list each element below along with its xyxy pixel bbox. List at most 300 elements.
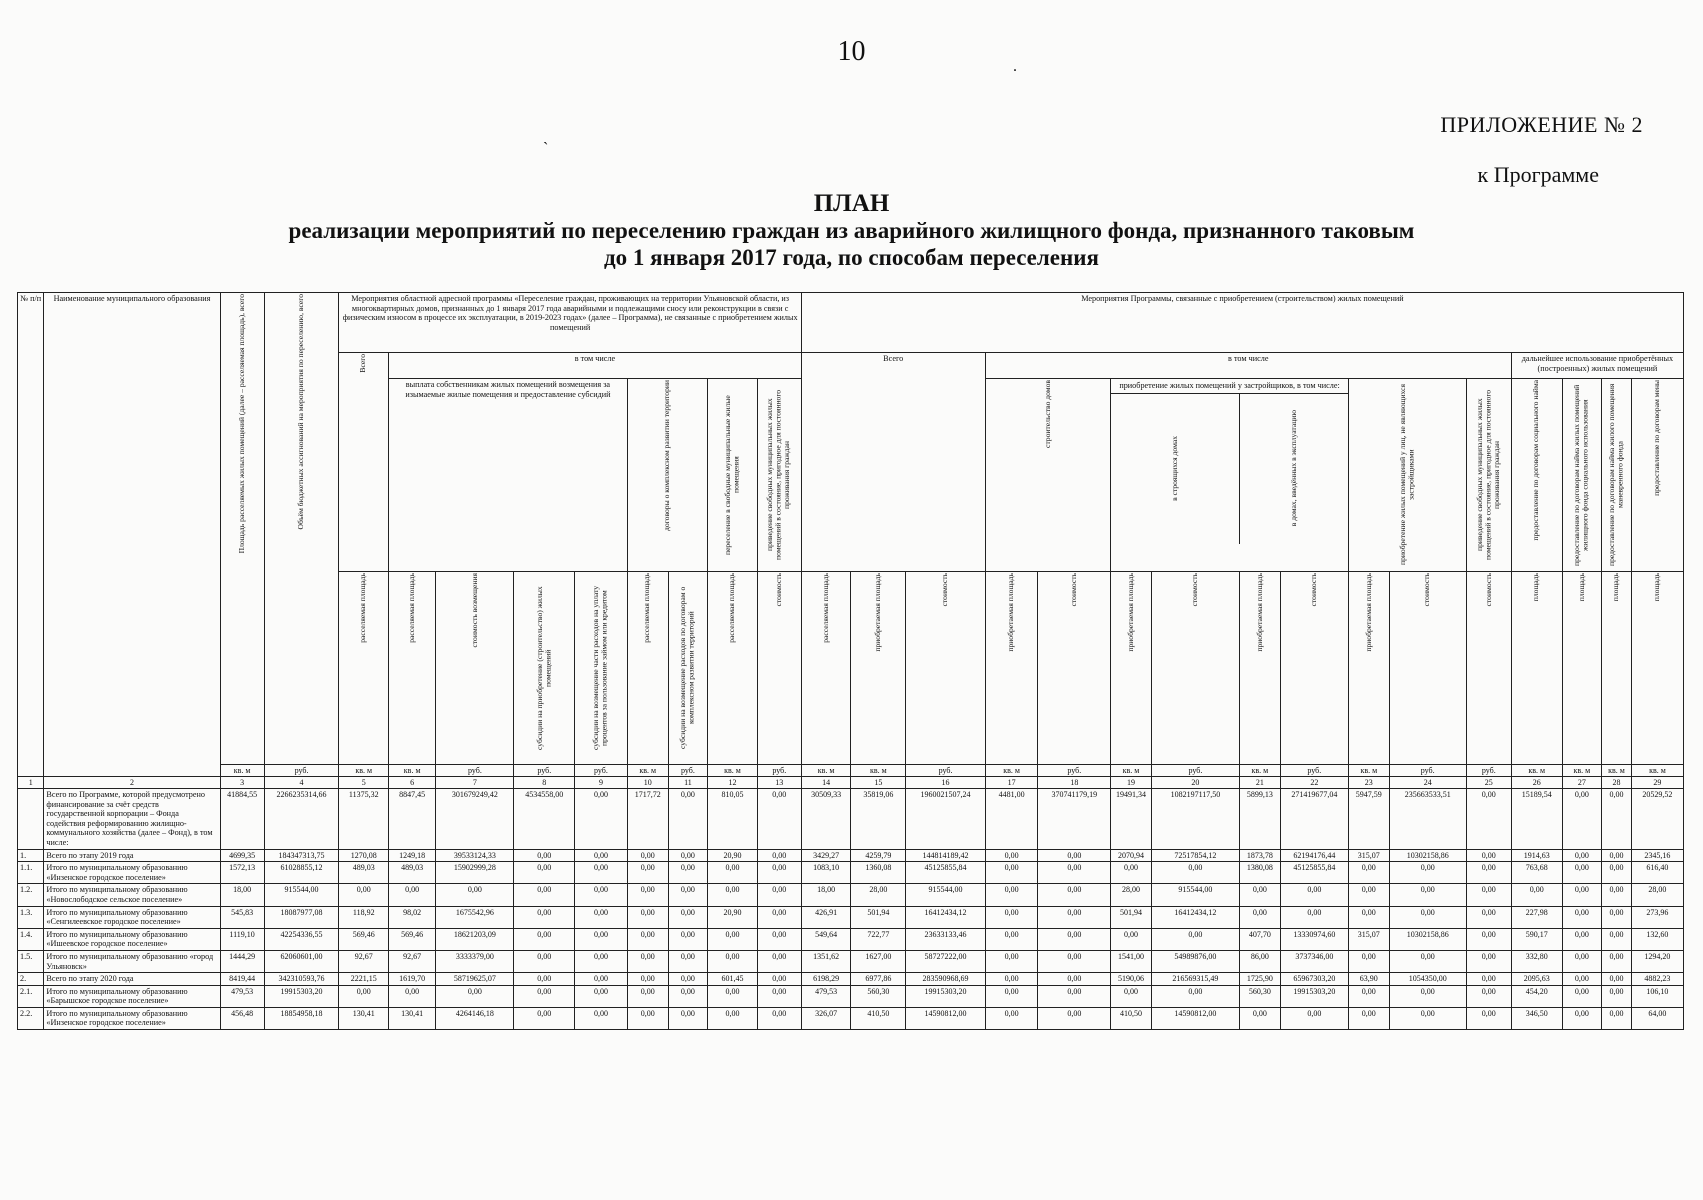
row-value: 1619,70 xyxy=(389,973,436,986)
row-value: 0,00 xyxy=(575,906,628,928)
column-number-cell: 18 xyxy=(1038,777,1111,789)
row-value: 407,70 xyxy=(1239,928,1280,950)
plan-table xyxy=(17,292,1684,1030)
column-number-cell: 1 xyxy=(18,777,44,789)
row-value: 0,00 xyxy=(389,985,436,1007)
row-value: 0,00 xyxy=(1602,928,1632,950)
row-value: 1351,62 xyxy=(801,950,851,972)
row-value: 0,00 xyxy=(1348,1007,1389,1029)
row-index: 1.5. xyxy=(18,950,44,972)
row-value: 0,00 xyxy=(708,1007,758,1029)
b-bring-header: приведение свободных муниципальных жилых помещений в состояние, пригодное для постоянного проживания граждан xyxy=(1474,389,1502,561)
row-value: 2345,16 xyxy=(1631,849,1683,862)
row-value: 0,00 xyxy=(1466,906,1511,928)
row-value: 4882,23 xyxy=(1631,973,1683,986)
unit-cell: кв. м xyxy=(1239,765,1280,777)
row-value: 4534558,00 xyxy=(514,789,575,850)
row-value: 2266235314,66 xyxy=(264,789,339,850)
row-value: 4699,35 xyxy=(220,849,264,862)
row-value: 0,00 xyxy=(1602,1007,1632,1029)
row-value: 0,00 xyxy=(708,884,758,906)
row-value: 763,68 xyxy=(1511,862,1562,884)
row-value: 98,02 xyxy=(389,906,436,928)
b-build-header: строительство домов xyxy=(1042,380,1052,449)
table-row xyxy=(18,973,1684,986)
row-value: 0,00 xyxy=(757,973,801,986)
row-value: 0,00 xyxy=(1562,884,1602,906)
column-number-cell: 8 xyxy=(514,777,575,789)
a-bring-header: приведение свободных муниципальных жилых помещений в состояние, пригодное для постоянного проживания граждан xyxy=(765,389,792,561)
column-number-cell: 17 xyxy=(985,777,1038,789)
row-value: 72517854,12 xyxy=(1151,849,1239,862)
row-value: 0,00 xyxy=(627,928,668,950)
row-value: 0,00 xyxy=(1389,862,1466,884)
row-name: Итого по муниципальному образованию «Инзенское городское поселение» xyxy=(44,862,220,884)
row-value: 61028855,12 xyxy=(264,862,339,884)
row-value: 0,00 xyxy=(708,928,758,950)
row-value: 0,00 xyxy=(514,849,575,862)
row-value: 18,00 xyxy=(220,884,264,906)
row-value: 501,94 xyxy=(1111,906,1152,928)
row-value: 0,00 xyxy=(436,985,514,1007)
b-non-dev-header: приобретение жилых помещений у лиц, не являющихся застройщиками xyxy=(1397,384,1416,566)
row-value: 18,00 xyxy=(801,884,851,906)
row-value: 0,00 xyxy=(1348,884,1389,906)
row-value: 0,00 xyxy=(575,973,628,986)
row-value: 92,67 xyxy=(389,950,436,972)
row-value: 0,00 xyxy=(985,973,1038,986)
row-value: 15189,54 xyxy=(1511,789,1562,850)
row-value: 92,67 xyxy=(339,950,389,972)
row-value: 15902999,28 xyxy=(436,862,514,884)
unit-cell: кв. м xyxy=(851,765,906,777)
row-value: 273,96 xyxy=(1631,906,1683,928)
row-value: 2221,15 xyxy=(339,973,389,986)
row-value: 0,00 xyxy=(757,884,801,906)
row-value: 11375,32 xyxy=(339,789,389,850)
row-value: 0,00 xyxy=(1466,1007,1511,1029)
col-num-header: № п/п xyxy=(18,293,44,777)
sub-c6: расселяемая площадь xyxy=(406,573,416,643)
b-social-header: предоставление по договорам социального найма xyxy=(1531,380,1541,541)
table-row xyxy=(18,862,1684,884)
unit-cell: руб. xyxy=(575,765,628,777)
row-name: Итого по муниципальному образованию «Ишеевское городское поселение» xyxy=(44,928,220,950)
row-value: 54989876,00 xyxy=(1151,950,1239,972)
row-value: 0,00 xyxy=(1348,906,1389,928)
row-value: 28,00 xyxy=(851,884,906,906)
row-value: 0,00 xyxy=(668,1007,708,1029)
column-number-cell: 11 xyxy=(668,777,708,789)
row-value: 0,00 xyxy=(1038,849,1111,862)
row-value: 0,00 xyxy=(985,1007,1038,1029)
row-value: 0,00 xyxy=(514,906,575,928)
row-value: 0,00 xyxy=(1602,884,1632,906)
row-value: 0,00 xyxy=(1239,884,1280,906)
document-title-block xyxy=(0,190,1703,271)
row-value: 0,00 xyxy=(339,985,389,1007)
row-name: Итого по муниципальному образованию «Инзенское городское поселение» xyxy=(44,1007,220,1029)
row-value: 18087977,08 xyxy=(264,906,339,928)
sub-c19: приобретаемая площадь xyxy=(1125,573,1135,652)
row-value: 1270,08 xyxy=(339,849,389,862)
row-value: 1119,10 xyxy=(220,928,264,950)
row-value: 915544,00 xyxy=(1151,884,1239,906)
row-value: 0,00 xyxy=(1389,1007,1466,1029)
row-value: 0,00 xyxy=(985,862,1038,884)
b-maneuver-header: предоставление по договорам найма жилых помещений жилищного фонда социального использования xyxy=(1572,384,1590,566)
row-value: 0,00 xyxy=(514,928,575,950)
row-value: 5899,13 xyxy=(1239,789,1280,850)
row-value: 6977,86 xyxy=(851,973,906,986)
row-value: 28,00 xyxy=(1631,884,1683,906)
group-b-further-header: дальнейшее использование приобретённых (построенных) жилых помещений xyxy=(1511,353,1683,379)
row-value: 0,00 xyxy=(1389,950,1466,972)
row-value: 0,00 xyxy=(575,950,628,972)
row-value: 0,00 xyxy=(627,985,668,1007)
b-exchange-header: предоставление по договорам мены xyxy=(1652,380,1662,496)
row-value: 0,00 xyxy=(1602,973,1632,986)
row-value: 20,90 xyxy=(708,906,758,928)
row-value: 23633133,46 xyxy=(906,928,985,950)
row-value: 0,00 xyxy=(1466,985,1511,1007)
row-value: 549,64 xyxy=(801,928,851,950)
column-number-cell: 21 xyxy=(1239,777,1280,789)
sub-c10: расселяемая площадь xyxy=(642,573,652,643)
row-value: 315,07 xyxy=(1348,849,1389,862)
row-value: 0,00 xyxy=(575,1007,628,1029)
row-value: 0,00 xyxy=(627,973,668,986)
row-value: 2070,94 xyxy=(1111,849,1152,862)
row-value: 14590812,00 xyxy=(1151,1007,1239,1029)
row-value: 479,53 xyxy=(220,985,264,1007)
sub-c29: площадь xyxy=(1652,573,1662,602)
row-value: 0,00 xyxy=(1038,928,1111,950)
column-number-cell: 29 xyxy=(1631,777,1683,789)
row-value: 0,00 xyxy=(575,849,628,862)
row-value: 62060601,00 xyxy=(264,950,339,972)
row-value: 0,00 xyxy=(1239,906,1280,928)
table-row xyxy=(18,906,1684,928)
unit-cell: руб. xyxy=(436,765,514,777)
unit-cell: руб. xyxy=(1280,765,1348,777)
column-number-cell: 28 xyxy=(1602,777,1632,789)
row-value: 0,00 xyxy=(1466,884,1511,906)
column-number-cell: 16 xyxy=(906,777,985,789)
column-number-cell: 23 xyxy=(1348,777,1389,789)
table-row xyxy=(18,985,1684,1007)
row-value: 58727222,00 xyxy=(906,950,985,972)
unit-cell: руб. xyxy=(514,765,575,777)
row-value: 1572,13 xyxy=(220,862,264,884)
row-value: 346,50 xyxy=(1511,1007,1562,1029)
sub-c24: стоимость xyxy=(1422,573,1432,607)
row-value: 28,00 xyxy=(1111,884,1152,906)
row-value: 0,00 xyxy=(1511,884,1562,906)
row-value: 30509,33 xyxy=(801,789,851,850)
row-value: 0,00 xyxy=(985,884,1038,906)
sub-c12: расселяемая площадь xyxy=(727,573,737,643)
row-value: 14590812,00 xyxy=(906,1007,985,1029)
row-value: 590,17 xyxy=(1511,928,1562,950)
row-value: 332,80 xyxy=(1511,950,1562,972)
col-area-total-header: Площадь расселяемых жилых помещений (далее – расселяемая площадь), всего xyxy=(236,294,246,554)
unit-cell: кв. м xyxy=(339,765,389,777)
row-value: 0,00 xyxy=(575,884,628,906)
column-number-cell: 27 xyxy=(1562,777,1602,789)
row-value: 0,00 xyxy=(1111,862,1152,884)
row-value: 1627,00 xyxy=(851,950,906,972)
row-value: 0,00 xyxy=(1280,906,1348,928)
a-contracts-header: договоры о комплексном развитии территории xyxy=(662,380,672,531)
row-value: 1444,29 xyxy=(220,950,264,972)
row-value: 0,00 xyxy=(668,973,708,986)
group-b-header: Мероприятия Программы, связанные с приобретением (строительством) жилых помещений xyxy=(801,293,1683,353)
row-value: 0,00 xyxy=(1389,985,1466,1007)
row-index xyxy=(18,789,44,850)
row-value: 0,00 xyxy=(1111,985,1152,1007)
row-value: 0,00 xyxy=(514,985,575,1007)
row-value: 0,00 xyxy=(985,906,1038,928)
row-value: 0,00 xyxy=(1280,1007,1348,1029)
row-value: 118,92 xyxy=(339,906,389,928)
column-numbers-row xyxy=(18,777,1684,789)
sub-c18: стоимость xyxy=(1069,573,1079,607)
row-value: 0,00 xyxy=(436,884,514,906)
row-index: 2. xyxy=(18,973,44,986)
row-value: 0,00 xyxy=(1151,862,1239,884)
row-index: 1.1. xyxy=(18,862,44,884)
row-value: 18854958,18 xyxy=(264,1007,339,1029)
row-name: Итого по муниципальному образованию «Барышское городское поселение» xyxy=(44,985,220,1007)
row-index: 1.3. xyxy=(18,906,44,928)
unit-cell: кв. м xyxy=(1111,765,1152,777)
sub-c22: стоимость xyxy=(1309,573,1319,607)
row-value: 410,50 xyxy=(851,1007,906,1029)
row-index: 1. xyxy=(18,849,44,862)
sub-c7: стоимость возмещения xyxy=(469,573,479,648)
row-value: 1083,10 xyxy=(801,862,851,884)
b-developers-header: приобретение жилых помещений у застройщиков, в том числе: xyxy=(1111,379,1348,394)
column-number-cell: 4 xyxy=(264,777,339,789)
row-value: 616,40 xyxy=(1631,862,1683,884)
row-value: 1082197117,50 xyxy=(1151,789,1239,850)
column-number-cell: 25 xyxy=(1466,777,1511,789)
table-row xyxy=(18,789,1684,850)
row-value: 283590968,69 xyxy=(906,973,985,986)
row-value: 722,77 xyxy=(851,928,906,950)
row-name: Всего по этапу 2019 года xyxy=(44,849,220,862)
column-number-cell: 9 xyxy=(575,777,628,789)
row-value: 86,00 xyxy=(1239,950,1280,972)
row-value: 601,45 xyxy=(708,973,758,986)
row-value: 0,00 xyxy=(1038,862,1111,884)
row-value: 216569315,49 xyxy=(1151,973,1239,986)
row-value: 0,00 xyxy=(627,849,668,862)
row-name: Итого по муниципальному образованию «город Ульяновск» xyxy=(44,950,220,972)
row-value: 20529,52 xyxy=(1631,789,1683,850)
row-value: 8419,44 xyxy=(220,973,264,986)
row-value: 1360,08 xyxy=(851,862,906,884)
table-row xyxy=(18,849,1684,862)
row-value: 1675542,96 xyxy=(436,906,514,928)
row-value: 0,00 xyxy=(1562,973,1602,986)
row-value: 1249,18 xyxy=(389,849,436,862)
column-number-cell: 13 xyxy=(757,777,801,789)
page-number: 10 xyxy=(837,36,866,67)
unit-cell: руб. xyxy=(1038,765,1111,777)
row-value: 0,00 xyxy=(1038,985,1111,1007)
row-value: 4259,79 xyxy=(851,849,906,862)
row-value: 106,10 xyxy=(1631,985,1683,1007)
unit-cell: руб. xyxy=(757,765,801,777)
row-value: 0,00 xyxy=(1466,862,1511,884)
row-name: Итого по муниципальному образованию «Новослободское сельское поселение» xyxy=(44,884,220,906)
row-value: 0,00 xyxy=(757,849,801,862)
b-commissioned-header: в домах, введённых в эксплуатацию xyxy=(1288,410,1298,527)
row-value: 810,05 xyxy=(708,789,758,850)
row-value: 0,00 xyxy=(627,950,668,972)
row-index: 2.2. xyxy=(18,1007,44,1029)
row-value: 20,90 xyxy=(708,849,758,862)
row-value: 479,53 xyxy=(801,985,851,1007)
row-value: 0,00 xyxy=(627,906,668,928)
row-value: 326,07 xyxy=(801,1007,851,1029)
row-value: 0,00 xyxy=(757,1007,801,1029)
row-value: 4481,00 xyxy=(985,789,1038,850)
row-value: 3429,27 xyxy=(801,849,851,862)
row-value: 0,00 xyxy=(1151,928,1239,950)
row-value: 915544,00 xyxy=(264,884,339,906)
row-value: 10302158,86 xyxy=(1389,849,1466,862)
row-value: 1380,08 xyxy=(1239,862,1280,884)
column-number-cell: 6 xyxy=(389,777,436,789)
row-value: 0,00 xyxy=(985,985,1038,1007)
unit-cell: кв. м xyxy=(627,765,668,777)
row-value: 915544,00 xyxy=(906,884,985,906)
row-value: 39533124,33 xyxy=(436,849,514,862)
row-value: 0,00 xyxy=(1562,950,1602,972)
b-comm-rent-header: предоставление по договорам найма жилого помещения маневренного фонда xyxy=(1606,383,1625,567)
row-value: 3737346,00 xyxy=(1280,950,1348,972)
sub-c15: приобретаемая площадь xyxy=(873,573,883,652)
row-value: 130,41 xyxy=(339,1007,389,1029)
row-name: Итого по муниципальному образованию «Сенгилеевское городское поселение» xyxy=(44,906,220,928)
sub-c28: площадь xyxy=(1611,573,1621,602)
sub-c11: субсидии на возмещение расходов по договорам о комплексном развитии территорий xyxy=(678,586,696,750)
unit-cell: кв. м xyxy=(1348,765,1389,777)
row-value: 560,30 xyxy=(1239,985,1280,1007)
row-value: 271419677,04 xyxy=(1280,789,1348,850)
row-value: 0,00 xyxy=(1602,950,1632,972)
row-value: 0,00 xyxy=(514,1007,575,1029)
row-index: 1.2. xyxy=(18,884,44,906)
row-value: 16412434,12 xyxy=(1151,906,1239,928)
row-value: 0,00 xyxy=(985,849,1038,862)
row-value: 235663533,51 xyxy=(1389,789,1466,850)
sub-c13: стоимость xyxy=(773,573,783,607)
unit-cell: руб. xyxy=(906,765,985,777)
column-number-cell: 24 xyxy=(1389,777,1466,789)
row-value: 144814189,42 xyxy=(906,849,985,862)
col-name-header: Наименование муниципального образования xyxy=(44,293,220,777)
row-value: 10302158,86 xyxy=(1389,928,1466,950)
scan-mark: ` xyxy=(543,140,549,157)
unit-cell: кв. м xyxy=(1602,765,1632,777)
row-value: 18621203,09 xyxy=(436,928,514,950)
row-value: 0,00 xyxy=(575,985,628,1007)
row-value: 0,00 xyxy=(627,884,668,906)
a-free-header: переселение в свободные муниципальные жилые помещения xyxy=(722,395,741,555)
unit-cell: руб. xyxy=(668,765,708,777)
row-value: 13330974,60 xyxy=(1280,928,1348,950)
row-value: 0,00 xyxy=(339,884,389,906)
row-value: 0,00 xyxy=(757,862,801,884)
group-a-total-header: Всего xyxy=(358,354,368,373)
sub-c20: стоимость xyxy=(1190,573,1200,607)
row-value: 426,91 xyxy=(801,906,851,928)
sub-c25: стоимость xyxy=(1483,573,1493,607)
row-value: 0,00 xyxy=(1562,928,1602,950)
row-value: 8847,45 xyxy=(389,789,436,850)
row-value: 0,00 xyxy=(1348,862,1389,884)
units-row xyxy=(18,765,1684,777)
column-number-cell: 12 xyxy=(708,777,758,789)
row-value: 0,00 xyxy=(1151,985,1239,1007)
row-value: 0,00 xyxy=(1466,849,1511,862)
row-name: Всего по этапу 2020 года xyxy=(44,973,220,986)
table-row xyxy=(18,1007,1684,1029)
unit-cell: кв. м xyxy=(708,765,758,777)
group-b-total-header: Всего xyxy=(801,353,985,572)
sub-c23: приобретаемая площадь xyxy=(1363,573,1373,652)
group-a-header: Мероприятия областной адресной программы «Переселение граждан, проживающих на территории Ульяновской области, из многоквартирных домов, признанных до 1 января 2017 года аварийными и подлежащими сносу или реконструкции в связи с физическим износом в процессе их эксплуатации, в 2019-2023 годах» (далее – Программа), не связанные с приобретением жилых помещений xyxy=(339,293,801,353)
sub-c27: площадь xyxy=(1576,573,1586,602)
row-value: 1541,00 xyxy=(1111,950,1152,972)
row-value: 0,00 xyxy=(668,862,708,884)
unit-cell: кв. м xyxy=(1562,765,1602,777)
table-row xyxy=(18,928,1684,950)
row-value: 35819,06 xyxy=(851,789,906,850)
row-value: 0,00 xyxy=(985,950,1038,972)
row-value: 0,00 xyxy=(627,862,668,884)
unit-cell: руб. xyxy=(1151,765,1239,777)
row-value: 0,00 xyxy=(575,928,628,950)
column-number-cell: 3 xyxy=(220,777,264,789)
row-value: 0,00 xyxy=(1348,950,1389,972)
row-value: 3333379,00 xyxy=(436,950,514,972)
sub-c17: приобретаемая площадь xyxy=(1006,573,1016,652)
unit-cell: кв. м xyxy=(801,765,851,777)
row-value: 19915303,20 xyxy=(906,985,985,1007)
row-value: 4264146,18 xyxy=(436,1007,514,1029)
row-value: 1717,72 xyxy=(627,789,668,850)
appendix-label: ПРИЛОЖЕНИЕ № 2 xyxy=(1440,112,1643,137)
row-value: 0,00 xyxy=(1389,884,1466,906)
row-value: 0,00 xyxy=(1466,950,1511,972)
row-value: 0,00 xyxy=(1466,789,1511,850)
row-value: 0,00 xyxy=(1038,906,1111,928)
row-value: 0,00 xyxy=(1239,1007,1280,1029)
row-value: 19915303,20 xyxy=(264,985,339,1007)
b-under-construction-header: в строящихся домах xyxy=(1169,436,1179,501)
row-value: 0,00 xyxy=(668,928,708,950)
table-row xyxy=(18,884,1684,906)
row-value: 410,50 xyxy=(1111,1007,1152,1029)
row-value: 301679249,42 xyxy=(436,789,514,850)
row-value: 0,00 xyxy=(514,950,575,972)
unit-cell: кв. м xyxy=(389,765,436,777)
